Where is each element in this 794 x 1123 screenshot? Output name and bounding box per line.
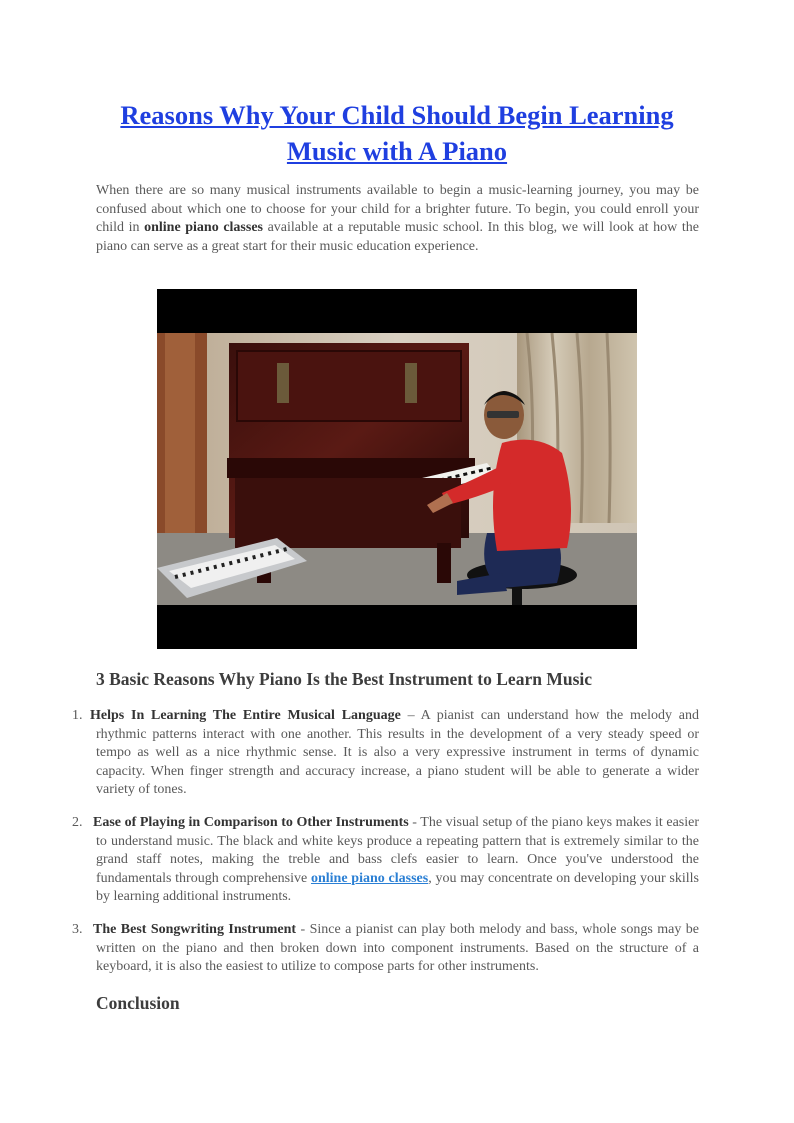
item-title: Ease of Playing in Comparison to Other Instruments [93,815,409,830]
page-title [100,97,694,169]
section-heading: 3 Basic Reasons Why Piano Is the Best Instrument to Learn Music [96,669,593,689]
item-body: - Since a pianist can play both melody and bass, whole songs may be written on the piano and then broken down into component instruments. Based on the structure of a keyboard, it is also the easiest to utilize to compose parts for other instruments. [96,922,699,975]
intro-text-end: available at a reputable music school. In this blog, we will look at how the piano can serve as a great start for their music education experience. [96,220,699,254]
item-title: Helps In Learning The Entire Musical Language [90,708,401,723]
item-text [93,921,699,977]
item-body-end: , you may concentrate on developing your skills by learning additional instruments. [96,870,699,905]
item-text [90,707,699,800]
online-piano-classes-link[interactable]: online piano classes [310,870,429,886]
item-title: The Best Songwriting Instrument [93,922,297,937]
boy-playing-piano-illustration [157,333,637,605]
conclusion-heading: Conclusion [96,993,180,1013]
intro-text-start: When there are so many musical instruments available to begin a music-learning journey, you may be confused about which one to choose for your child for a brighter future. To begin, you could enroll your child in [96,183,699,236]
item-number: 1. [72,708,83,723]
item-body: – A pianist can understand how the melody and rhythmic patterns interact with one another. This results in the development of a very steady speed or tempo as well as a nice rhythmic sense. It is also a very expressive instrument in terms of dynamic capacity. When finger strength and accuracy increase, a piano student will be able to generate a wider variety of tones. [96,708,699,798]
item-body: - The visual setup of the piano keys makes it easier to understand music. The black and white keys produce a repeating pattern that is extremely similar to the grand staff notes, making the treble and bass clefs easier to learn. Once you've understood the fundamentals through comprehensive [96,815,699,886]
intro-paragraph [96,182,699,256]
item-number: 2. [72,815,83,830]
intro-bold-keyword: online piano classes [144,220,263,236]
title-link[interactable]: Reasons Why Your Child Should Begin Learning Music with A Piano [120,100,674,166]
item-number: 3. [72,922,83,937]
item-text [93,814,699,907]
piano-photo [157,289,637,649]
